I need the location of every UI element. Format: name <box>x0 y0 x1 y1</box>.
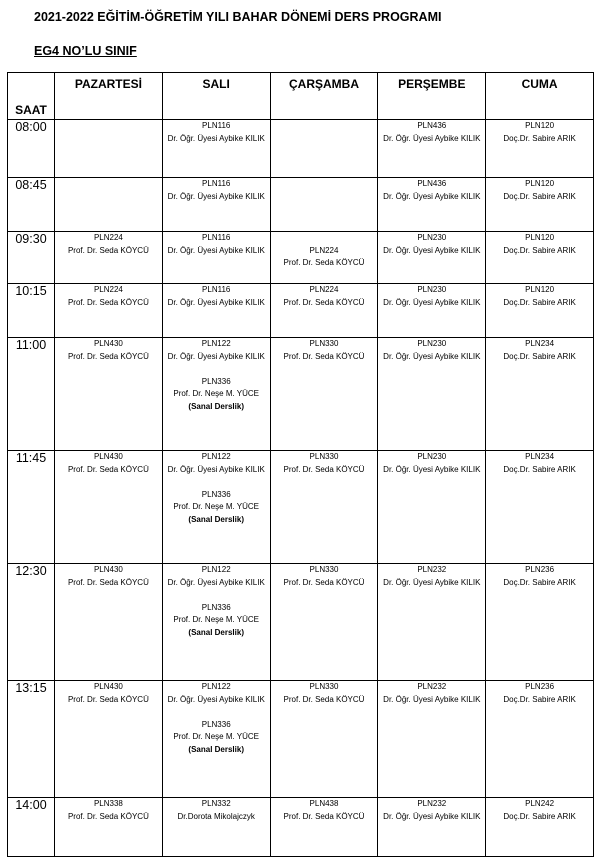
slot-carsamba <box>270 338 378 451</box>
course-entry <box>378 178 485 203</box>
course-code: PLN122 <box>201 339 231 348</box>
slot-pazartesi <box>55 284 163 338</box>
column-header-label: SAAT <box>15 103 47 117</box>
course-code: PLN116 <box>202 121 231 130</box>
time-cell: 11:45 <box>8 451 55 564</box>
schedule-row <box>8 338 594 451</box>
time-cell: 12:30 <box>8 564 55 681</box>
document-title: 2021-2022 EĞİTİM-ÖĞRETİM YILI BAHAR DÖNEMİ DERS PROGRAMI <box>34 10 442 24</box>
header-row <box>8 73 594 120</box>
course-entry <box>378 284 485 309</box>
schedule-row <box>8 681 594 798</box>
course-code: PLN430 <box>93 452 123 461</box>
course-entry <box>486 120 593 145</box>
classroom-note: (Sanal Derslik) <box>188 514 244 524</box>
schedule-table <box>7 72 594 857</box>
column-header-label: PERŞEMBE <box>398 77 466 91</box>
course-entry <box>378 798 485 823</box>
course-code: PLN436 <box>417 121 447 130</box>
course-code: PLN116 <box>202 285 231 294</box>
course-code: PLN330 <box>309 682 339 691</box>
course-entry <box>163 564 270 589</box>
course-code: PLN336 <box>201 489 231 499</box>
course-code: PLN336 <box>201 602 231 612</box>
instructor-name: Dr. Öğr. Üyesi Aybike KILIK <box>167 133 265 143</box>
time-cell: 11:00 <box>8 338 55 451</box>
instructor-name: Dr. Öğr. Üyesi Aybike KILIK <box>167 464 265 474</box>
time-cell: 08:00 <box>8 120 55 178</box>
course-entry <box>378 564 485 589</box>
slot-carsamba <box>270 681 378 798</box>
instructor-name: Doç.Dr. Sabire ARIK <box>503 464 576 474</box>
slot-sali <box>162 564 270 681</box>
slot-cuma <box>486 798 594 857</box>
instructor-name: Prof. Dr. Seda KÖYCÜ <box>283 694 365 704</box>
column-header-pazartesi <box>55 73 163 120</box>
column-header-label: ÇARŞAMBA <box>288 77 359 91</box>
course-entry <box>163 451 270 476</box>
course-code: PLN122 <box>201 565 231 574</box>
course-entry <box>55 451 162 476</box>
course-code: PLN232 <box>417 682 447 691</box>
instructor-name: Doç.Dr. Sabire ARIK <box>503 133 576 143</box>
slot-cuma <box>486 284 594 338</box>
course-code: PLN230 <box>417 452 447 461</box>
instructor-name: Prof. Dr. Seda KÖYCÜ <box>283 811 365 821</box>
instructor-name: Prof. Dr. Seda KÖYCÜ <box>283 577 365 587</box>
column-header-label: CUMA <box>521 77 558 91</box>
slot-pazartesi <box>55 178 163 232</box>
slot-sali <box>162 178 270 232</box>
slot-carsamba <box>270 451 378 564</box>
slot-cuma <box>486 120 594 178</box>
instructor-name: Doç.Dr. Sabire ARIK <box>503 191 576 201</box>
instructor-name: Dr. Öğr. Üyesi Aybike KILIK <box>167 245 265 255</box>
course-code: PLN430 <box>93 682 123 691</box>
instructor-name: Prof. Dr. Seda KÖYCÜ <box>67 245 149 255</box>
course-code: PLN224 <box>93 233 123 242</box>
time-cell: 14:00 <box>8 798 55 857</box>
column-header-label: SALI <box>202 77 230 91</box>
course-entry <box>163 232 270 257</box>
course-entry <box>163 602 270 640</box>
schedule-row <box>8 120 594 178</box>
course-code: PLN232 <box>417 565 447 574</box>
instructor-name: Dr. Öğr. Üyesi Aybike KILIK <box>383 811 481 821</box>
slot-pazartesi <box>55 338 163 451</box>
course-entry <box>271 338 378 363</box>
slot-persembe <box>378 338 486 451</box>
schedule-row <box>8 232 594 284</box>
instructor-name: Prof. Dr. Seda KÖYCÜ <box>67 351 149 361</box>
course-entry <box>163 376 270 414</box>
course-entry <box>163 489 270 527</box>
course-entry <box>486 451 593 476</box>
course-code: PLN430 <box>93 565 123 574</box>
course-code: PLN122 <box>201 452 231 461</box>
slot-sali <box>162 232 270 284</box>
slot-pazartesi <box>55 681 163 798</box>
instructor-name: Prof. Dr. Neşe M. YÜCE <box>173 615 260 624</box>
course-entry <box>486 232 593 257</box>
course-entry <box>163 120 270 145</box>
schedule-row <box>8 798 594 857</box>
slot-persembe <box>378 178 486 232</box>
instructor-name: Dr. Öğr. Üyesi Aybike KILIK <box>383 245 481 255</box>
time-cell: 09:30 <box>8 232 55 284</box>
slot-persembe <box>378 284 486 338</box>
course-code: PLN332 <box>201 799 231 808</box>
slot-sali <box>162 120 270 178</box>
course-entry <box>378 681 485 706</box>
slot-cuma <box>486 178 594 232</box>
instructor-name: Dr. Öğr. Üyesi Aybike KILIK <box>167 297 265 307</box>
column-header-carsamba <box>270 73 378 120</box>
slot-sali <box>162 451 270 564</box>
instructor-name: Prof. Dr. Seda KÖYCÜ <box>67 811 149 821</box>
instructor-name: Prof. Dr. Neşe M. YÜCE <box>173 732 260 741</box>
time-cell: 08:45 <box>8 178 55 232</box>
instructor-name: Dr. Öğr. Üyesi Aybike KILIK <box>383 297 481 307</box>
course-entry <box>486 338 593 363</box>
course-entry <box>163 798 270 823</box>
course-entry <box>486 284 593 309</box>
slot-cuma <box>486 681 594 798</box>
instructor-name: Doç.Dr. Sabire ARIK <box>503 245 576 255</box>
course-code: PLN230 <box>417 339 447 348</box>
course-entry <box>163 178 270 203</box>
course-entry <box>271 564 378 589</box>
slot-pazartesi <box>55 232 163 284</box>
course-entry <box>271 284 378 309</box>
instructor-name: Dr.Dorota Mikolajczyk <box>177 811 255 821</box>
slot-carsamba <box>270 178 378 232</box>
course-code: PLN120 <box>525 285 555 294</box>
course-code: PLN224 <box>309 285 339 294</box>
course-code: PLN236 <box>525 565 555 574</box>
course-code: PLN234 <box>525 452 555 461</box>
course-code: PLN336 <box>201 376 231 386</box>
course-entry <box>486 798 593 823</box>
course-entry <box>55 338 162 363</box>
course-code: PLN120 <box>525 121 555 130</box>
slot-pazartesi <box>55 120 163 178</box>
instructor-name: Dr. Öğr. Üyesi Aybike KILIK <box>383 577 481 587</box>
slot-persembe <box>378 120 486 178</box>
instructor-name: Prof. Dr. Seda KÖYCÜ <box>283 464 365 474</box>
course-code: PLN338 <box>93 799 123 808</box>
course-code: PLN330 <box>309 452 339 461</box>
course-entry <box>163 338 270 363</box>
classroom-note: (Sanal Derslik) <box>188 744 244 754</box>
course-code: PLN230 <box>417 285 447 294</box>
schedule-row <box>8 178 594 232</box>
schedule-body <box>8 120 594 857</box>
course-entry <box>163 284 270 309</box>
slot-sali <box>162 338 270 451</box>
course-entry <box>163 719 270 757</box>
column-header-label: PAZARTESİ <box>74 77 142 91</box>
slot-pazartesi <box>55 564 163 681</box>
instructor-name: Dr. Öğr. Üyesi Aybike KILIK <box>383 191 481 201</box>
column-header-persembe <box>378 73 486 120</box>
instructor-name: Dr. Öğr. Üyesi Aybike KILIK <box>167 351 265 361</box>
instructor-name: Prof. Dr. Seda KÖYCÜ <box>67 694 149 704</box>
instructor-name: Doç.Dr. Sabire ARIK <box>503 577 576 587</box>
slot-carsamba <box>270 798 378 857</box>
slot-pazartesi <box>55 451 163 564</box>
slot-cuma <box>486 451 594 564</box>
column-header-saat <box>8 73 55 120</box>
schedule-row <box>8 284 594 338</box>
course-code: PLN430 <box>93 339 123 348</box>
slot-carsamba <box>270 564 378 681</box>
slot-carsamba <box>270 120 378 178</box>
course-entry <box>271 681 378 706</box>
instructor-name: Doç.Dr. Sabire ARIK <box>503 811 576 821</box>
course-code: PLN120 <box>525 179 555 188</box>
instructor-name: Prof. Dr. Seda KÖYCÜ <box>67 577 149 587</box>
instructor-name: Doç.Dr. Sabire ARIK <box>503 351 576 361</box>
instructor-name: Dr. Öğr. Üyesi Aybike KILIK <box>383 694 481 704</box>
instructor-name: Prof. Dr. Neşe M. YÜCE <box>173 389 260 398</box>
instructor-name: Dr. Öğr. Üyesi Aybike KILIK <box>383 464 481 474</box>
course-code: PLN120 <box>525 233 555 242</box>
classroom-note: (Sanal Derslik) <box>188 401 244 411</box>
instructor-name: Prof. Dr. Seda KÖYCÜ <box>67 297 149 307</box>
instructor-name: Prof. Dr. Seda KÖYCÜ <box>67 464 149 474</box>
slot-pazartesi <box>55 798 163 857</box>
course-code: PLN436 <box>417 179 447 188</box>
course-code: PLN122 <box>201 682 231 691</box>
instructor-name: Dr. Öğr. Üyesi Aybike KILIK <box>167 577 265 587</box>
course-entry <box>271 451 378 476</box>
slot-persembe <box>378 681 486 798</box>
course-entry <box>55 284 162 309</box>
schedule-row <box>8 564 594 681</box>
instructor-name: Doç.Dr. Sabire ARIK <box>503 694 576 704</box>
course-entry <box>378 120 485 145</box>
slot-sali <box>162 681 270 798</box>
course-code: PLN336 <box>201 719 231 729</box>
course-code: PLN242 <box>525 799 555 808</box>
classroom-title: EG4 NO’LU SINIF <box>34 44 137 58</box>
course-code: PLN234 <box>525 339 555 348</box>
course-code: PLN116 <box>202 233 231 242</box>
course-entry <box>378 451 485 476</box>
slot-carsamba <box>270 284 378 338</box>
slot-persembe <box>378 798 486 857</box>
course-entry <box>55 798 162 823</box>
instructor-name: Prof. Dr. Neşe M. YÜCE <box>173 502 260 511</box>
time-cell: 10:15 <box>8 284 55 338</box>
course-entry <box>55 564 162 589</box>
instructor-name: Dr. Öğr. Üyesi Aybike KILIK <box>167 694 265 704</box>
instructor-name: Prof. Dr. Seda KÖYCÜ <box>283 297 365 307</box>
slot-persembe <box>378 232 486 284</box>
slot-cuma <box>486 564 594 681</box>
slot-carsamba <box>270 232 378 284</box>
slot-cuma <box>486 232 594 284</box>
course-code: PLN224 <box>309 245 339 255</box>
course-entry <box>271 232 378 270</box>
slot-persembe <box>378 564 486 681</box>
schedule-row <box>8 451 594 564</box>
slot-cuma <box>486 338 594 451</box>
slot-sali <box>162 284 270 338</box>
instructor-name: Prof. Dr. Seda KÖYCÜ <box>283 351 365 361</box>
course-entry <box>486 681 593 706</box>
course-code: PLN230 <box>417 233 447 242</box>
course-code: PLN236 <box>525 682 555 691</box>
course-entry <box>486 178 593 203</box>
course-entry <box>271 798 378 823</box>
course-code: PLN330 <box>309 565 339 574</box>
course-entry <box>378 338 485 363</box>
column-header-sali <box>162 73 270 120</box>
course-entry <box>486 564 593 589</box>
course-code: PLN232 <box>417 799 447 808</box>
column-header-cuma <box>486 73 594 120</box>
course-entry <box>55 232 162 257</box>
course-entry <box>55 681 162 706</box>
course-entry <box>163 681 270 706</box>
course-code: PLN330 <box>309 339 339 348</box>
slot-persembe <box>378 451 486 564</box>
instructor-name: Prof. Dr. Seda KÖYCÜ <box>283 258 365 267</box>
classroom-note: (Sanal Derslik) <box>188 627 244 637</box>
time-cell: 13:15 <box>8 681 55 798</box>
slot-sali <box>162 798 270 857</box>
course-code: PLN116 <box>202 179 231 188</box>
course-code: PLN438 <box>309 799 339 808</box>
instructor-name: Dr. Öğr. Üyesi Aybike KILIK <box>383 133 481 143</box>
course-code: PLN224 <box>93 285 123 294</box>
instructor-name: Dr. Öğr. Üyesi Aybike KILIK <box>167 191 265 201</box>
course-entry <box>378 232 485 257</box>
instructor-name: Doç.Dr. Sabire ARIK <box>503 297 576 307</box>
instructor-name: Dr. Öğr. Üyesi Aybike KILIK <box>383 351 481 361</box>
